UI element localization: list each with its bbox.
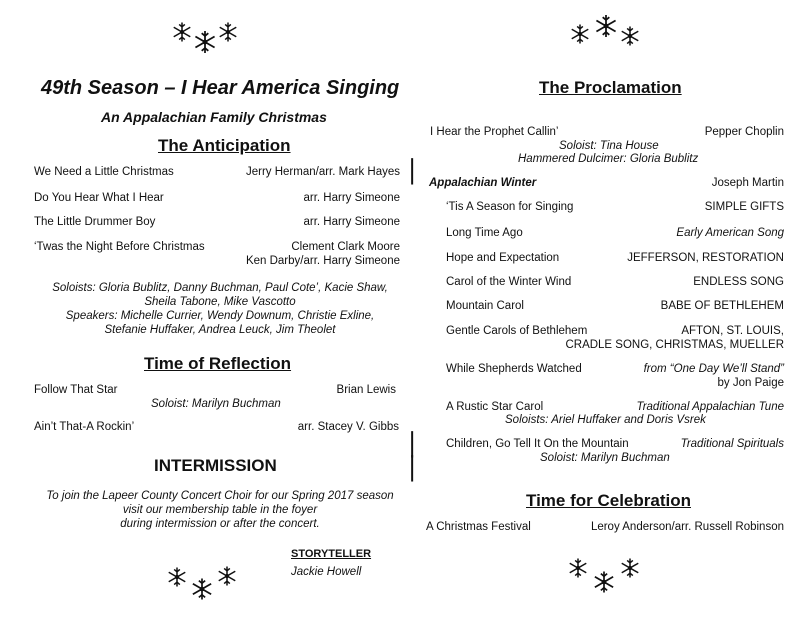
- soloist-note: Hammered Dulcimer: Gloria Bublitz: [518, 153, 699, 165]
- soloist-note: Soloist: Marilyn Buchman: [151, 398, 281, 410]
- piece-composer: Pepper Choplin: [704, 126, 784, 138]
- heading-proclamation: The Proclamation: [539, 78, 682, 97]
- piece-title: Gentle Carols of Bethlehem: [446, 325, 588, 337]
- piece-source: Traditional Spirituals: [680, 438, 784, 450]
- piece-source: ENDLESS SONG: [693, 276, 784, 288]
- piece-composer: Clement Clark Moore: [291, 241, 400, 253]
- piece-composer: Leroy Anderson/arr. Russell Robinson: [590, 521, 784, 533]
- piece-source: JEFFERSON, RESTORATION: [627, 252, 784, 264]
- storyteller-name: Jackie Howell: [291, 566, 362, 578]
- piece-title: While Shepherds Watched: [446, 363, 582, 375]
- speakers-line: Stefanie Huffaker, Andrea Leuck, Jim Theolet: [104, 324, 336, 336]
- piece-title: Long Time Ago: [446, 227, 523, 239]
- piece-title: Follow That Star: [34, 384, 118, 396]
- soloist-note: Soloist: Marilyn Buchman: [540, 452, 670, 464]
- piece-source: BABE OF BETHLEHEM: [660, 300, 784, 312]
- suite-composer: Joseph Martin: [711, 177, 784, 189]
- piece-composer: Jerry Herman/arr. Mark Hayes: [245, 166, 400, 178]
- piece-title: Carol of the Winter Wind: [446, 276, 572, 288]
- piece-title: A Christmas Festival: [426, 521, 531, 533]
- snowflake-icon: [168, 18, 242, 62]
- piece-composer: Brian Lewis: [336, 384, 396, 396]
- bracket-mark: ⎪: [404, 457, 421, 482]
- bracket-mark: ⎪: [404, 433, 421, 458]
- piece-source-2: CRADLE SONG, CHRISTMAS, MUELLER: [565, 339, 784, 351]
- heading-intermission: INTERMISSION: [154, 456, 277, 475]
- piece-source: Traditional Appalachian Tune: [636, 401, 784, 413]
- piece-source: from “One Day We’ll Stand”: [643, 363, 784, 375]
- intermission-line: To join the Lapeer County Concert Choir for our Spring 2017 season: [46, 490, 394, 502]
- soloists-line: Soloists: Gloria Bublitz, Danny Buchman, Paul Cote’, Kacie Shaw,: [52, 282, 388, 294]
- heading-celebration: Time for Celebration: [526, 491, 691, 510]
- snowflake-icon: [564, 552, 646, 600]
- piece-source: SIMPLE GIFTS: [704, 201, 784, 213]
- soloist-note: Soloist: Tina House: [559, 140, 659, 152]
- storyteller-label: STORYTELLER: [291, 548, 372, 560]
- piece-title: Children, Go Tell It On the Mountain: [446, 438, 629, 450]
- snowflake-icon: [566, 14, 646, 60]
- piece-title: ‘Twas the Night Before Christmas: [34, 241, 205, 253]
- page-title: 49th Season – I Hear America Singing: [41, 77, 400, 99]
- piece-title: Mountain Carol: [446, 300, 524, 312]
- program-subtitle: An Appalachian Family Christmas: [101, 109, 327, 125]
- intermission-line: visit our membership table in the foyer: [122, 504, 318, 516]
- intermission-line: during intermission or after the concert.: [120, 518, 320, 530]
- piece-source-2: by Jon Paige: [717, 377, 784, 389]
- piece-title: Ain’t That-A Rockin’: [34, 421, 135, 433]
- suite-title: Appalachian Winter: [429, 177, 537, 189]
- snowflake-icon: [164, 560, 242, 606]
- piece-title: A Rustic Star Carol: [446, 401, 544, 413]
- piece-composer: arr. Stacey V. Gibbs: [297, 421, 399, 433]
- piece-title: The Little Drummer Boy: [34, 216, 156, 228]
- piece-title: ‘Tis A Season for Singing: [446, 201, 574, 213]
- piece-source: AFTON, ST. LOUIS,: [681, 325, 784, 337]
- piece-composer-2: Ken Darby/arr. Harry Simeone: [245, 255, 400, 267]
- speakers-line: Speakers: Michelle Currier, Wendy Downum, Christie Exline,: [65, 310, 375, 322]
- piece-title: Hope and Expectation: [446, 252, 560, 264]
- soloist-note: Soloists: Ariel Huffaker and Doris Vsrek: [505, 414, 706, 426]
- soloists-line: Sheila Tabone, Mike Vascotto: [144, 296, 296, 308]
- piece-composer: arr. Harry Simeone: [303, 192, 400, 204]
- piece-title: I Hear the Prophet Callin’: [430, 126, 559, 138]
- piece-source: Early American Song: [676, 227, 784, 239]
- bracket-mark: ⎪: [404, 160, 421, 185]
- piece-title: Do You Hear What I Hear: [34, 192, 164, 204]
- heading-reflection: Time of Reflection: [144, 354, 292, 373]
- piece-composer: arr. Harry Simeone: [303, 216, 400, 228]
- heading-anticipation: The Anticipation: [158, 136, 291, 155]
- piece-title: We Need a Little Christmas: [34, 166, 174, 178]
